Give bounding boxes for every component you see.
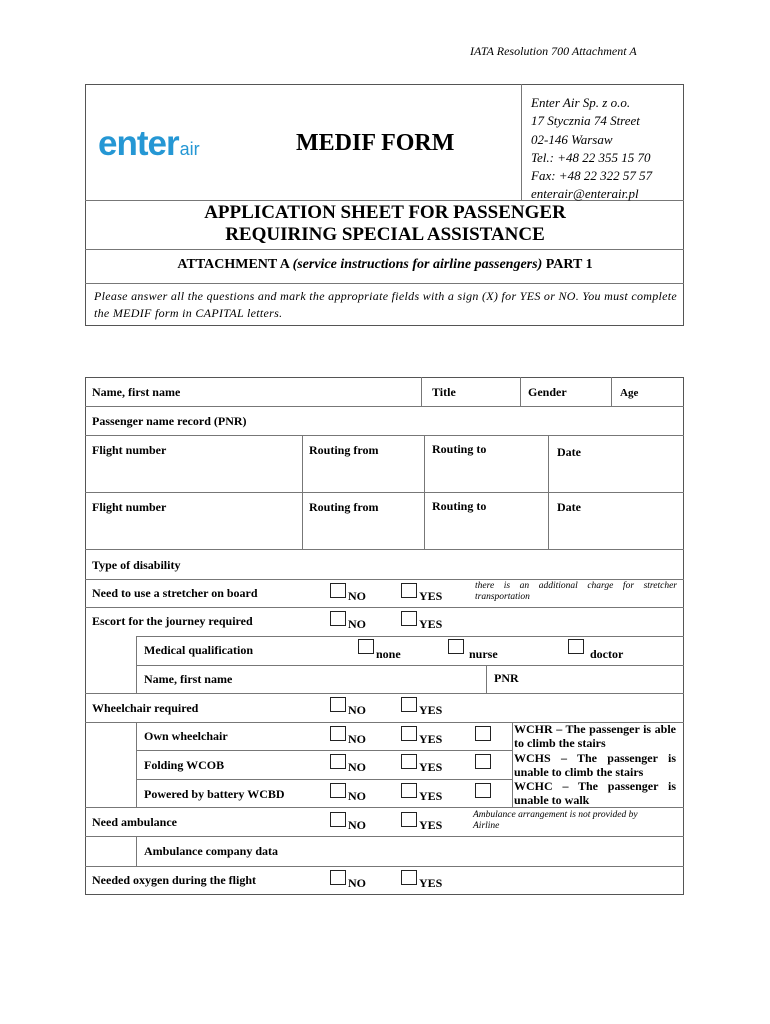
folding-yes-checkbox[interactable] xyxy=(401,754,417,769)
stretcher-no-label: NO xyxy=(348,589,366,603)
wchr-description: WCHR – The passenger is able to climb the stairs xyxy=(514,722,676,750)
attachment-heading: ATTACHMENT A (service instructions for airline passengers) PART 1 xyxy=(177,257,593,272)
oxygen-yes-label: YES xyxy=(419,876,443,890)
wchs-checkbox[interactable] xyxy=(475,754,491,769)
application-title: APPLICATION SHEET FOR PASSENGER REQUIRING SPECIAL ASSISTANCE xyxy=(204,202,566,245)
own-wheelchair-yes-label: YES xyxy=(419,732,443,746)
wheelchair-yes-label: YES xyxy=(419,703,443,717)
escort-yes-label: YES xyxy=(419,617,443,631)
powered-wcbd-label: Powered by battery WCBD xyxy=(144,787,285,801)
flight-number-label-1: Flight number xyxy=(92,443,167,457)
wchs-description: WCHS – The passenger is unable to climb the stairs xyxy=(514,751,676,779)
date-label-1: Date xyxy=(557,445,581,459)
ambulance-yes-checkbox[interactable] xyxy=(401,812,417,827)
ambulance-company-label: Ambulance company data xyxy=(144,844,279,858)
instructions: Please answer all the questions and mark the appropriate fields with a sign (X) for YES or NO. You must complete the MEDIF form in CAPITAL letters. xyxy=(94,289,678,320)
qualification-doctor-label: doctor xyxy=(590,647,624,661)
folding-no-label: NO xyxy=(348,760,366,774)
wchc-checkbox[interactable] xyxy=(475,783,491,798)
escort-pnr-label: PNR xyxy=(494,671,519,685)
oxygen-no-label: NO xyxy=(348,876,366,890)
powered-no-label: NO xyxy=(348,789,366,803)
powered-yes-checkbox[interactable] xyxy=(401,783,417,798)
oxygen-yes-checkbox[interactable] xyxy=(401,870,417,885)
company-address: Enter Air Sp. z o.o. 17 Stycznia 74 Street 02-146 Warsaw Tel.: +48 22 355 15 70 Fax: +48 22 322 57 57 enterair@enterair.pl xyxy=(531,95,653,202)
ambulance-label: Need ambulance xyxy=(92,815,177,829)
own-wheelchair-label: Own wheelchair xyxy=(144,729,228,743)
name-field-label: Name, first name xyxy=(92,385,181,399)
escort-no-label: NO xyxy=(348,617,366,631)
wchr-checkbox[interactable] xyxy=(475,726,491,741)
stretcher-yes-label: YES xyxy=(419,589,443,603)
escort-yes-checkbox[interactable] xyxy=(401,611,417,626)
pnr-record-label: Passenger name record (PNR) xyxy=(92,414,247,428)
gender-field-label: Gender xyxy=(528,385,567,399)
escort-name-label: Name, first name xyxy=(144,672,233,686)
qualification-none-checkbox[interactable] xyxy=(358,639,374,654)
folding-no-checkbox[interactable] xyxy=(330,754,346,769)
own-wheelchair-no-checkbox[interactable] xyxy=(330,726,346,741)
routing-to-label-1: Routing to xyxy=(432,442,487,456)
oxygen-label: Needed oxygen during the flight xyxy=(92,873,257,887)
form-title: MEDIF FORM xyxy=(296,130,455,156)
qualification-nurse-checkbox[interactable] xyxy=(448,639,464,654)
routing-from-label-2: Routing from xyxy=(309,500,379,514)
resolution-note: IATA Resolution 700 Attachment A xyxy=(470,44,637,58)
oxygen-no-checkbox[interactable] xyxy=(330,870,346,885)
escort-no-checkbox[interactable] xyxy=(330,611,346,626)
own-wheelchair-no-label: NO xyxy=(348,732,366,746)
folding-yes-label: YES xyxy=(419,760,443,774)
qualification-none-label: none xyxy=(376,647,401,661)
disability-type-label: Type of disability xyxy=(92,558,181,572)
ambulance-note: Ambulance arrangement is not provided by Airline xyxy=(473,810,638,831)
ambulance-no-label: NO xyxy=(348,818,366,832)
ambulance-yes-label: YES xyxy=(419,818,443,832)
stretcher-charge-note: there is an additional charge for stretcher transportation xyxy=(475,581,677,602)
qualification-doctor-checkbox[interactable] xyxy=(568,639,584,654)
routing-to-label-2: Routing to xyxy=(432,499,487,513)
date-label-2: Date xyxy=(557,500,581,514)
ambulance-no-checkbox[interactable] xyxy=(330,812,346,827)
wheelchair-yes-checkbox[interactable] xyxy=(401,697,417,712)
enter-air-logo: enterair xyxy=(98,124,200,163)
own-wheelchair-yes-checkbox[interactable] xyxy=(401,726,417,741)
flight-number-label-2: Flight number xyxy=(92,500,167,514)
wheelchair-no-checkbox[interactable] xyxy=(330,697,346,712)
wheelchair-label: Wheelchair required xyxy=(92,701,199,715)
stretcher-yes-checkbox[interactable] xyxy=(401,583,417,598)
qualification-nurse-label: nurse xyxy=(469,647,498,661)
age-field-label: Age xyxy=(620,387,639,399)
title-field-label: Title xyxy=(432,385,456,399)
medical-qualification-label: Medical qualification xyxy=(144,643,253,657)
wheelchair-no-label: NO xyxy=(348,703,366,717)
powered-yes-label: YES xyxy=(419,789,443,803)
stretcher-label: Need to use a stretcher on board xyxy=(92,586,258,600)
wchc-description: WCHC – The passenger is unable to walk xyxy=(514,779,676,807)
folding-wcob-label: Folding WCOB xyxy=(144,758,225,772)
powered-no-checkbox[interactable] xyxy=(330,783,346,798)
stretcher-no-checkbox[interactable] xyxy=(330,583,346,598)
routing-from-label-1: Routing from xyxy=(309,443,379,457)
escort-label: Escort for the journey required xyxy=(92,614,253,628)
